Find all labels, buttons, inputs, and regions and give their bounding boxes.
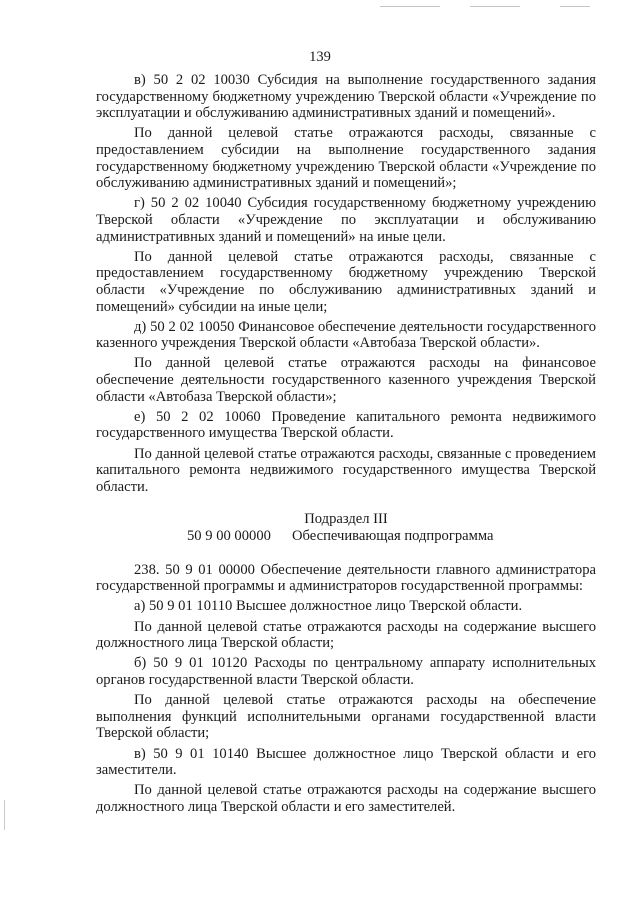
paragraph: По данной целевой статье отражаются расходы на содержание высшего должностного лица Тверской области; [96, 618, 596, 652]
paragraph: е) 50 2 02 10060 Проведение капитального ремонта недвижимого государственного имущества Тверской области. [96, 408, 596, 442]
document-body [96, 72, 596, 819]
scan-mark [4, 800, 5, 830]
subsection-title: Подраздел III [304, 511, 388, 528]
paragraph: По данной целевой статье отражаются расходы на содержание высшего должностного лица Тверской области и его заместителей. [96, 782, 596, 815]
scan-mark [560, 6, 590, 7]
scan-mark [470, 6, 520, 7]
paragraph: д) 50 2 02 10050 Финансовое обеспечение деятельности государственного казенного учреждения Тверской области «Автобаза Тверской области». [96, 318, 596, 352]
paragraph: По данной целевой статье отражаются расходы, связанные с предоставлением субсидии на выполнение государственного задания государственному бюджетному учреждению Тверской области «Учреждение по обслуживанию административных зданий и помещений»; [96, 125, 596, 192]
paragraph: в) 50 2 02 10030 Субсидия на выполнение государственного задания государственному бюджетному учреждению Тверской области «Учреждение по эксплуатации и обслуживанию административных зданий и помещений». [96, 72, 596, 122]
paragraph: а) 50 9 01 10110 Высшее должностное лицо Тверской области. [134, 598, 523, 615]
paragraph: По данной целевой статье отражаются расходы на обеспечение выполнения функций исполнительными органами государственной власти Тверской области; [96, 692, 596, 742]
subsection-name: Обеспечивающая подпрограмма [292, 528, 494, 544]
paragraph: б) 50 9 01 10120 Расходы по центральному аппарату исполнительных органов государственной власти Тверской области. [96, 655, 596, 688]
paragraph: 238. 50 9 01 00000 Обеспечение деятельности главного администратора государственной программы и администраторов государственной программы: [96, 561, 596, 595]
paragraph: По данной целевой статье отражаются расходы на финансовое обеспечение деятельности государственного казенного учреждения Тверской области «Автобаза Тверской области»; [96, 355, 596, 405]
page-number: 139 [309, 49, 331, 65]
scan-mark [380, 6, 440, 7]
paragraph: По данной целевой статье отражаются расходы, связанные с проведением капитального ремонта недвижимого государственного имущества Тверской области. [96, 445, 596, 495]
paragraph: По данной целевой статье отражаются расходы, связанные с предоставлением государственному бюджетному учреждению Тверской области «Учреждение по обслуживанию административных зданий и помещений» субсидии на иные цели; [96, 248, 596, 315]
subsection-code: 50 9 00 00000 [187, 528, 271, 544]
paragraph: в) 50 9 01 10140 Высшее должностное лицо Тверской области и его заместители. [96, 745, 596, 779]
subsection-heading [96, 511, 596, 544]
subsection-code-line [96, 528, 596, 545]
paragraph: г) 50 2 02 10040 Субсидия государственному бюджетному учреждению Тверской области «Учреждение по эксплуатации и обслуживанию административных зданий и помещений» на иные цели. [96, 195, 596, 245]
